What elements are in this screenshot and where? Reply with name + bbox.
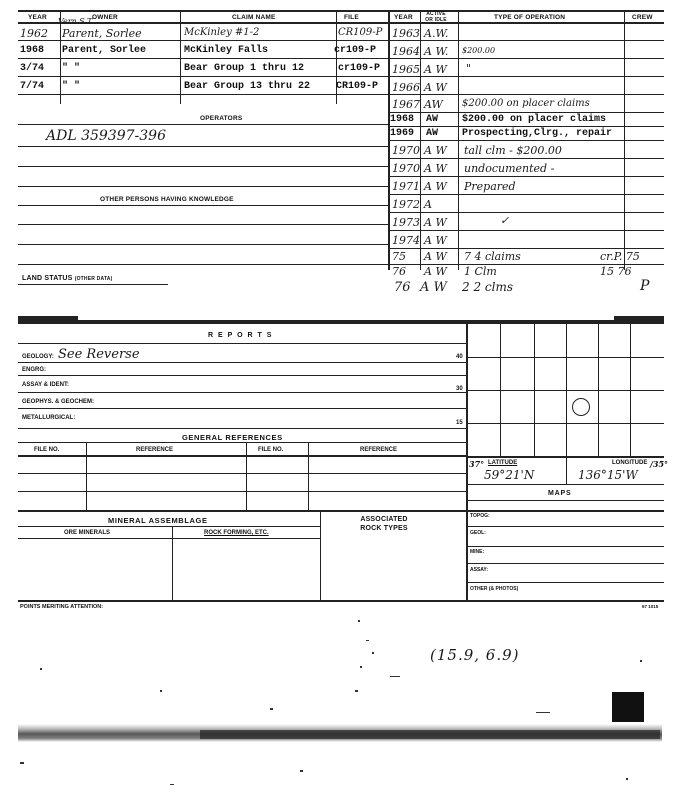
top-border xyxy=(18,10,664,12)
ore-minerals-label: ORE MINERALS xyxy=(64,530,111,536)
land-status-sub: (OTHER DATA) xyxy=(74,276,113,282)
activity-operation: 7 4 claims xyxy=(464,250,521,263)
row-rule xyxy=(388,140,664,141)
row-rule xyxy=(18,375,466,376)
activity-year: 1973 xyxy=(392,216,420,229)
row-rule xyxy=(18,473,466,474)
col-owner: OWNER xyxy=(92,14,118,21)
grid-line xyxy=(466,390,664,391)
maps-other: OTHER (& PHOTOS) xyxy=(470,586,519,592)
claim-file: cr109-P xyxy=(334,45,377,56)
activity-operation: $200.00 on placer claims xyxy=(462,114,607,125)
col-active: ACTIVE OR IDLE xyxy=(425,11,447,23)
mineral-assemblage-title: MINERAL ASSEMBLAGE xyxy=(108,516,208,525)
maps-mine: MINE: xyxy=(470,549,485,555)
scan-speckle xyxy=(355,690,358,692)
location-circle-marker xyxy=(572,398,590,416)
claim-file: cr109-P xyxy=(338,63,381,74)
row-rule xyxy=(18,264,388,265)
activity-year: 1968 xyxy=(390,114,415,125)
col-claim-name: CLAIM NAME xyxy=(232,14,276,21)
activity-operation: $200.00 xyxy=(462,46,496,55)
row-rule xyxy=(388,212,664,213)
col-divider xyxy=(180,10,181,104)
row-rule xyxy=(18,166,388,167)
col-divider xyxy=(246,442,247,510)
row-rule xyxy=(388,230,664,231)
row-rule xyxy=(388,194,664,195)
row-rule xyxy=(18,146,388,147)
activity-operation: ✓ xyxy=(500,214,510,227)
scan-speckle xyxy=(300,770,303,772)
coordinates-note: (15.9, 6.9) xyxy=(430,646,520,664)
activity-operation: " xyxy=(466,62,472,75)
operators-value: ADL 359397-396 xyxy=(46,128,166,144)
activity-status: A W xyxy=(424,234,447,247)
longitude-suffix: /35° xyxy=(650,459,669,469)
grid-line xyxy=(466,423,664,424)
row-rule xyxy=(466,526,664,527)
scan-speckle xyxy=(40,668,42,670)
row-rule xyxy=(18,186,388,187)
activity-status: AW xyxy=(426,114,439,125)
activity-status: AW xyxy=(426,128,439,139)
operators-title: OPERATORS xyxy=(200,115,243,122)
other-persons-title: OTHER PERSONS HAVING KNOWLEDGE xyxy=(100,196,234,203)
row-rule xyxy=(18,58,388,59)
latitude-prefix: 37° xyxy=(469,459,485,469)
claim-file: CR109-P xyxy=(336,81,379,92)
col-year: YEAR xyxy=(28,14,47,21)
scan-speckle xyxy=(372,652,374,654)
claim-file: CR109-P xyxy=(338,27,383,38)
activity-extra: 15 76 xyxy=(600,265,632,278)
claim-name: McKinley Falls xyxy=(184,45,269,56)
geology-label: GEOLOGY: xyxy=(22,354,54,360)
col-crew: CREW xyxy=(632,14,653,21)
row-rule xyxy=(18,600,664,602)
reports-title: R E P O R T S xyxy=(208,332,273,339)
reports-top-band xyxy=(18,320,664,324)
row-rule xyxy=(18,343,466,344)
grid-line xyxy=(466,357,664,358)
activity-status: A W xyxy=(424,250,447,263)
row-rule xyxy=(18,392,466,393)
activity-year: 1969 xyxy=(390,128,415,139)
registration-mark xyxy=(612,692,644,722)
activity-extra: cr.P. 75 xyxy=(600,250,640,263)
bottom-scan-band-dark xyxy=(200,730,660,739)
scan-speckle xyxy=(270,708,273,710)
activity-operation: Prepared xyxy=(464,180,516,193)
col-divider xyxy=(172,526,173,600)
row-rule xyxy=(388,176,664,177)
activity-extra: P xyxy=(640,278,650,294)
land-status-label: LAND STATUS xyxy=(22,275,73,282)
activity-operation: 2 2 clms xyxy=(462,280,513,294)
associated-rock-types-label: ASSOCIATED ROCK TYPES xyxy=(360,516,408,532)
grid-line xyxy=(466,456,664,458)
claim-year: 1962 xyxy=(20,27,48,40)
longitude-value: 136°15'W xyxy=(578,468,638,482)
scan-speckle xyxy=(390,676,400,677)
activity-status: A W. xyxy=(424,45,449,58)
scan-speckle xyxy=(358,620,360,622)
activity-operation: tall clm - $200.00 xyxy=(464,144,562,157)
activity-operation: Prospecting,Clrg., repair xyxy=(462,128,613,139)
scan-speckle xyxy=(626,778,628,780)
row-rule xyxy=(18,362,466,363)
row-rule xyxy=(388,158,664,159)
row-rule xyxy=(18,76,388,77)
marker-15: 15 xyxy=(456,420,463,426)
ref-file-no-2: FILE NO. xyxy=(258,447,284,453)
claim-owner: Parent, Sorlee xyxy=(62,27,142,40)
ref-file-no: FILE NO. xyxy=(34,447,60,453)
activity-year: 1967 xyxy=(392,98,420,111)
activity-year: 1972 xyxy=(392,198,420,211)
ref-reference-2: REFERENCE xyxy=(360,447,398,453)
longitude-label: LONGITUDE xyxy=(612,460,648,466)
assay-label: ASSAY & IDENT: xyxy=(22,382,70,388)
activity-year: 1970 xyxy=(392,162,420,175)
row-rule xyxy=(466,546,664,547)
row-rule xyxy=(18,284,168,285)
points-meriting-title: POINTS MERITING ATTENTION: xyxy=(20,604,104,610)
col-divider xyxy=(466,510,468,600)
form-code: 67 1015 xyxy=(642,604,659,609)
col-divider xyxy=(566,456,567,484)
row-rule xyxy=(18,224,388,225)
activity-year: 1965 xyxy=(392,63,420,76)
activity-status: AW xyxy=(424,98,443,111)
activity-operation: undocumented - xyxy=(464,162,555,175)
geophys-label: GEOPHYS. & GEOCHEM: xyxy=(22,399,95,405)
row-rule xyxy=(466,582,664,583)
scan-speckle xyxy=(160,690,162,692)
activity-status: A.W. xyxy=(424,27,449,40)
row-rule xyxy=(388,112,664,113)
col-file: FILE xyxy=(344,14,359,21)
maps-geol: GEOL: xyxy=(470,530,486,536)
rock-forming-label: ROCK FORMING, ETC. xyxy=(204,530,269,536)
activity-year: 1971 xyxy=(392,180,420,193)
scan-speckle xyxy=(536,712,550,713)
activity-operation: 1 Clm xyxy=(464,265,497,278)
activity-year: 1974 xyxy=(392,234,420,247)
latitude-value: 59°21'N xyxy=(484,468,535,482)
row-rule xyxy=(18,526,320,527)
claim-owner: " " xyxy=(62,63,81,74)
row-rule xyxy=(18,244,388,245)
claim-owner: Parent, Sorlee xyxy=(62,45,147,56)
ref-reference: REFERENCE xyxy=(136,447,174,453)
row-rule xyxy=(18,491,466,492)
metallurgical-label: METALLURGICAL: xyxy=(22,415,76,421)
row-rule xyxy=(18,428,466,429)
claim-name: Bear Group 1 thru 12 xyxy=(184,63,305,74)
row-rule xyxy=(18,205,388,206)
marker-40: 40 xyxy=(456,354,463,360)
activity-operation: $200.00 on placer claims xyxy=(462,98,590,109)
reports-top-band-smudge xyxy=(18,316,78,321)
claim-year: 3/74 xyxy=(20,63,45,74)
activity-status: A W xyxy=(424,216,447,229)
activity-year: 75 xyxy=(392,250,406,263)
geology-value: See Reverse xyxy=(58,347,140,362)
activity-status: A W xyxy=(424,81,447,94)
row-rule xyxy=(18,538,320,539)
row-rule xyxy=(388,40,664,41)
maps-title: MAPS xyxy=(548,490,572,497)
activity-year: 1970 xyxy=(392,144,420,157)
activity-year: 1964 xyxy=(392,45,420,58)
row-rule xyxy=(466,500,664,501)
claim-owner: " " xyxy=(62,81,81,92)
associated-rock-types-title xyxy=(356,515,412,533)
scan-speckle xyxy=(640,660,642,662)
activity-status: A W xyxy=(424,162,447,175)
scan-speckle xyxy=(170,784,174,785)
claim-year: 1968 xyxy=(20,45,45,56)
col-year2: YEAR xyxy=(394,14,413,21)
general-references-title: GENERAL REFERENCES xyxy=(182,433,283,442)
row-rule xyxy=(18,510,664,512)
activity-status: A xyxy=(424,198,432,211)
row-rule xyxy=(466,563,664,564)
header-rule xyxy=(18,22,664,24)
owner-note: Vern S.T. xyxy=(58,17,94,26)
row-rule xyxy=(18,40,388,41)
scan-speckle xyxy=(360,666,362,668)
row-rule xyxy=(18,124,388,125)
marker-30: 30 xyxy=(456,386,463,392)
activity-year: 1963 xyxy=(392,27,420,40)
row-rule xyxy=(18,94,388,95)
latitude-label: LATITUDE xyxy=(488,460,518,466)
col-divider xyxy=(308,442,309,510)
claim-name: Bear Group 13 thru 22 xyxy=(184,81,311,92)
reports-top-band-smudge xyxy=(614,316,664,321)
maps-assay: ASSAY: xyxy=(470,567,489,573)
row-rule xyxy=(18,408,466,409)
land-status-title xyxy=(22,275,112,282)
activity-year: 76 xyxy=(394,280,411,295)
claim-year: 7/74 xyxy=(20,81,45,92)
row-rule xyxy=(388,58,664,59)
row-rule xyxy=(388,94,664,95)
col-divider xyxy=(86,442,87,510)
activity-status: A W xyxy=(420,280,447,295)
row-rule xyxy=(388,76,664,77)
maps-topog: TOPOG: xyxy=(470,513,490,519)
col-type-operation: TYPE OF OPERATION xyxy=(494,14,566,21)
col-divider xyxy=(320,510,321,600)
claim-name: McKinley #1-2 xyxy=(184,27,260,38)
activity-status: A W xyxy=(424,144,447,157)
activity-year: 1966 xyxy=(392,81,420,94)
activity-status: A W xyxy=(424,63,447,76)
activity-year: 76 xyxy=(392,265,406,278)
activity-status: A W xyxy=(424,180,447,193)
row-rule xyxy=(388,126,664,127)
row-rule xyxy=(466,484,664,485)
scan-speckle xyxy=(20,762,24,764)
col-divider xyxy=(466,324,468,510)
scan-speckle xyxy=(366,640,369,641)
engrg-label: ENGRG: xyxy=(22,367,46,373)
activity-status: A W xyxy=(424,265,447,278)
row-rule xyxy=(388,248,664,249)
